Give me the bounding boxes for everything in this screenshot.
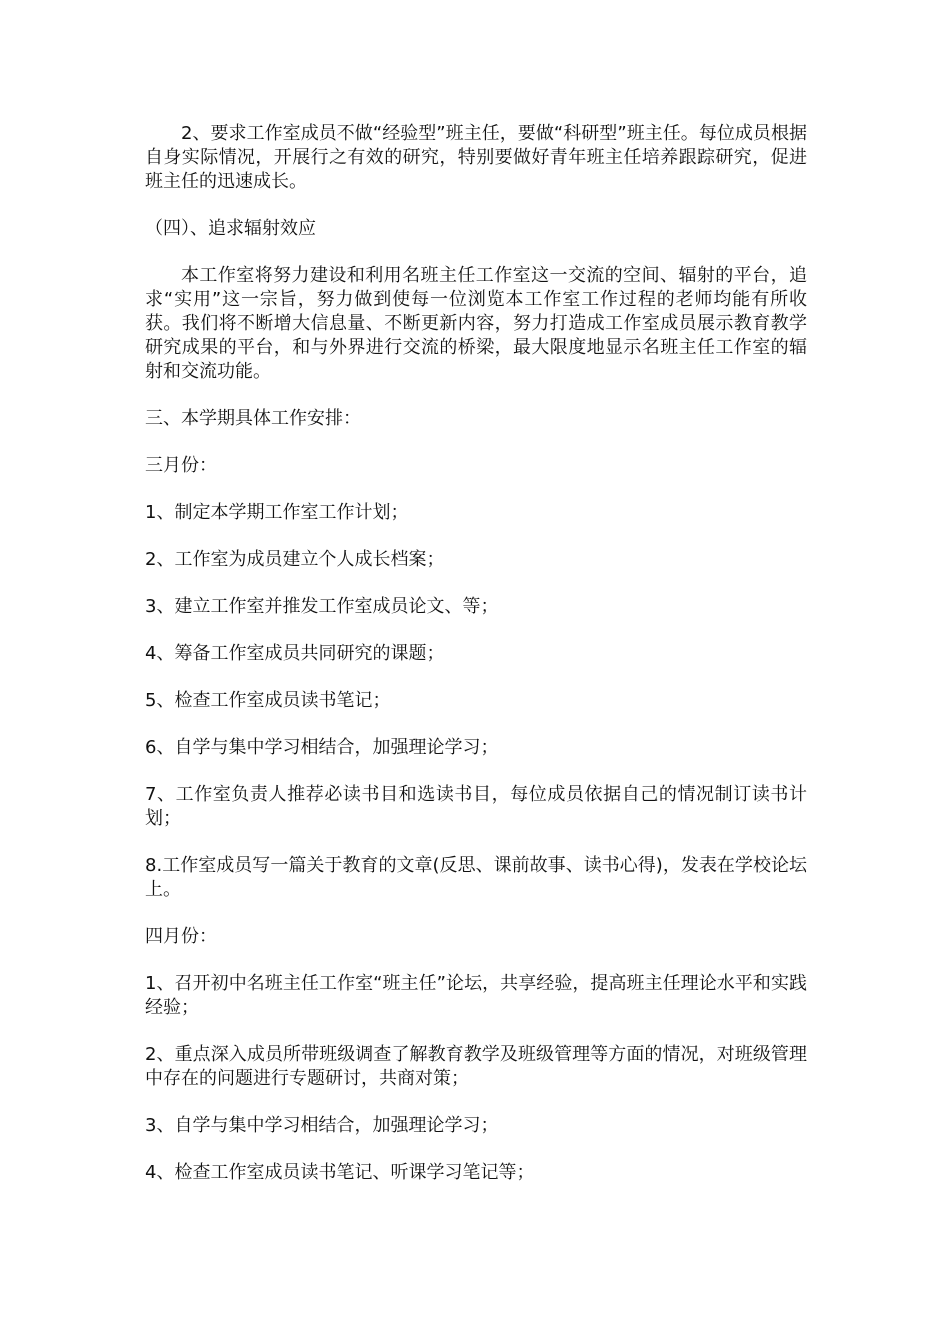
paragraph-research-requirement: 2、要求工作室成员不做“经验型”班主任，要做“科研型”班主任。每位成员根据自身实际情况，开展行之有效的研究，特别要做好青年班主任培养跟踪研究，促进班主任的迅速成长。 <box>145 123 807 192</box>
paragraph-radiation-effect: 本工作室将努力建设和利用名班主任工作室这一交流的空间、辐射的平台，追求“实用”这一宗旨，努力做到使每一位浏览本工作室工作过程的老师均能有所收获。我们将不断增大信息量、不断更新内容，努力打造成工作室成员展示教育教学研究成果的平台，和与外界进行交流的桥梁，最大限度地显示名班主任工作室的辐射和交流功能。 <box>145 265 807 382</box>
list-item-april-2: 2、重点深入成员所带班级调查了解教育教学及班级管理等方面的情况，对班级管理中存在的问题进行专题研讨，共商对策； <box>145 1044 807 1089</box>
list-item-april-1: 1、召开初中名班主任工作室“班主任”论坛，共享经验，提高班主任理论水平和实践经验； <box>145 973 807 1018</box>
list-item-march-7: 7、工作室负责人推荐必读书目和选读书目，每位成员依据自己的情况制订读书计划； <box>145 784 807 829</box>
heading-april: 四月份： <box>145 926 217 947</box>
document-body <box>145 122 807 1208</box>
list-item-april-4: 4、检查工作室成员读书笔记、听课学习笔记等； <box>145 1162 535 1183</box>
heading-semester-plan: 三、本学期具体工作安排： <box>145 408 361 429</box>
heading-march: 三月份： <box>145 455 217 476</box>
list-item-march-2: 2、工作室为成员建立个人成长档案； <box>145 549 445 570</box>
list-item-march-1: 1、制定本学期工作室工作计划； <box>145 502 409 523</box>
list-item-march-4: 4、筹备工作室成员共同研究的课题； <box>145 643 445 664</box>
list-item-march-3: 3、建立工作室并推发工作室成员论文、等； <box>145 596 499 617</box>
list-item-march-8: 8.工作室成员写一篇关于教育的文章(反思、课前故事、读书心得)，发表在学校论坛上。 <box>145 855 807 900</box>
list-item-april-3: 3、自学与集中学习相结合，加强理论学习； <box>145 1115 499 1136</box>
list-item-march-5: 5、检查工作室成员读书笔记； <box>145 690 391 711</box>
heading-radiation-effect: （四）、追求辐射效应 <box>145 218 316 239</box>
list-item-march-6: 6、自学与集中学习相结合，加强理论学习； <box>145 737 499 758</box>
